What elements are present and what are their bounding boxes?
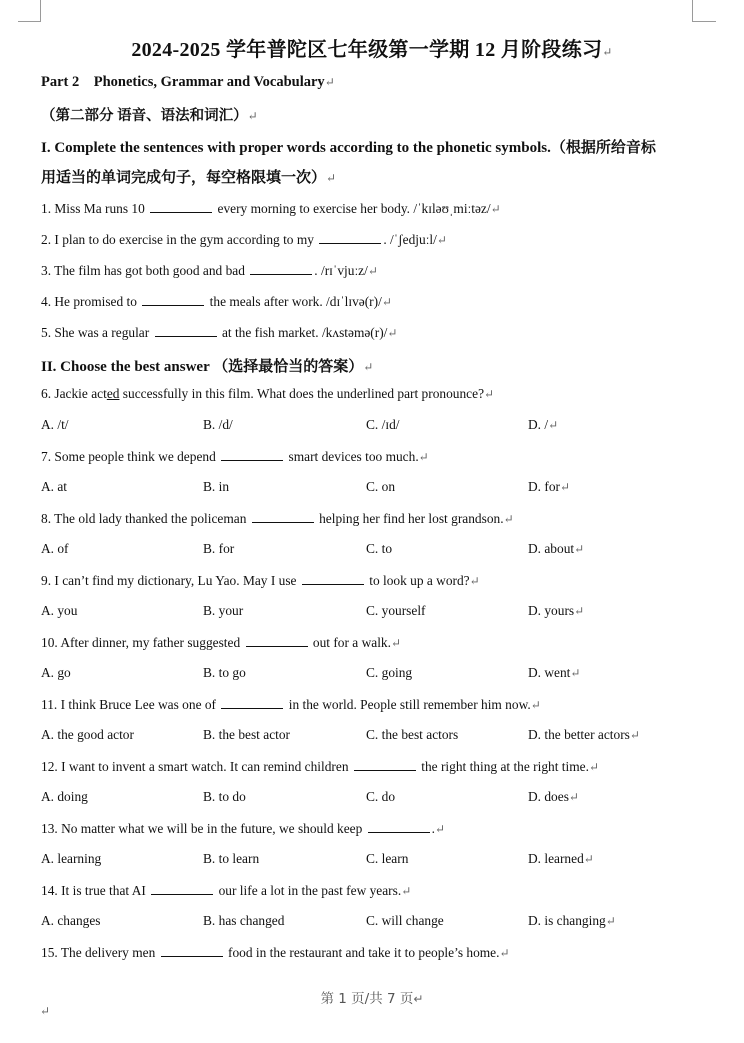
- question-text: at the fish market. /kʌstəmə(r)/: [221, 325, 388, 340]
- answer-option[interactable]: [528, 851, 594, 867]
- paragraph-mark-icon: ↵: [499, 946, 510, 960]
- answer-option[interactable]: [366, 603, 426, 619]
- answer-option[interactable]: [203, 417, 233, 433]
- answer-option[interactable]: [528, 541, 584, 557]
- answer-option[interactable]: [41, 727, 134, 743]
- question-text: 15. The delivery men: [41, 945, 156, 960]
- answer-option[interactable]: [203, 603, 243, 619]
- paragraph-mark-icon: ↵: [583, 852, 594, 866]
- question-text: 10. After dinner, my father suggested: [41, 635, 241, 650]
- question-5: [41, 324, 397, 341]
- paragraph-mark-icon: ↵: [418, 450, 429, 464]
- question-4: [41, 293, 392, 310]
- answer-option-label: A. learning: [41, 851, 102, 866]
- paragraph-mark-icon: ↵: [559, 480, 571, 494]
- answer-option-label: A. the good actor: [41, 727, 134, 742]
- answer-option-label: B. in: [203, 479, 230, 494]
- answer-option-label: B. your: [203, 603, 244, 618]
- answer-option[interactable]: [41, 913, 101, 929]
- question-text: . /rɪˈvjuːz/: [314, 263, 368, 278]
- answer-option-label: A. changes: [41, 913, 101, 928]
- question-text: in the world. People still remember him now.: [288, 697, 531, 712]
- answer-option-label: C. the best actors: [366, 727, 459, 742]
- answer-option[interactable]: [366, 913, 444, 929]
- question-text: 5. She was a regular: [41, 325, 150, 340]
- answer-option[interactable]: [203, 479, 229, 495]
- answer-option-label: C. do: [366, 789, 396, 804]
- answer-blank[interactable]: [161, 944, 223, 957]
- paragraph-mark-icon: ↵: [401, 884, 412, 898]
- answer-option[interactable]: [203, 913, 284, 929]
- paragraph-mark-icon: ↵: [530, 698, 541, 712]
- answer-blank[interactable]: [250, 262, 312, 275]
- paragraph-mark-icon: ↵: [387, 326, 398, 340]
- answer-option[interactable]: [41, 789, 88, 805]
- answer-option-label: D. yours: [528, 603, 575, 618]
- question-text: 13. No matter what we will be in the future, we should keep: [41, 821, 363, 836]
- page-title-text: 2024-2025 学年普陀区七年级第一学期 12 月阶段练习: [131, 39, 603, 61]
- answer-option[interactable]: [41, 417, 69, 433]
- answer-option[interactable]: [366, 665, 412, 681]
- answer-option-label: A. of: [41, 541, 69, 556]
- question-text: helping her find her lost grandson.: [319, 511, 504, 526]
- paragraph-mark-icon: ↵: [381, 295, 392, 309]
- mc-question: [41, 944, 510, 961]
- mc-question: [41, 696, 541, 713]
- answer-option[interactable]: [203, 727, 290, 743]
- crop-mark-top-left-v: [40, 0, 41, 22]
- answer-option-label: A. /t/: [41, 417, 69, 432]
- answer-blank[interactable]: [246, 634, 308, 647]
- question-text: .: [431, 821, 436, 836]
- answer-option[interactable]: [366, 541, 392, 557]
- crop-mark-top-left-h: [18, 21, 41, 22]
- answer-option[interactable]: [528, 603, 584, 619]
- mc-question: [41, 634, 401, 651]
- answer-option[interactable]: [366, 417, 399, 433]
- question-text: 11. I think Bruce Lee was one of: [41, 697, 217, 712]
- part-heading-text: Part 2 Phonetics, Grammar and Vocabulary: [41, 74, 325, 90]
- answer-option-label: C. yourself: [366, 603, 426, 618]
- part-subheading-text: （第二部分 语音、语法和词汇）: [41, 108, 248, 124]
- question-text: 12. I want to invent a smart watch. It can remind children: [41, 759, 349, 774]
- part-heading: [41, 74, 335, 91]
- section1-heading-line2-text: 用适当的单词完成句子，每空格限填一次）: [41, 170, 327, 186]
- answer-option[interactable]: [41, 665, 71, 681]
- answer-blank[interactable]: [368, 820, 430, 833]
- answer-option-label: A. go: [41, 665, 71, 680]
- answer-option-label: B. to learn: [203, 851, 260, 866]
- paragraph-mark-icon: ↵: [367, 264, 378, 278]
- page-number: 第 1 页/共 7 页: [320, 991, 414, 1007]
- answer-blank[interactable]: [221, 696, 283, 709]
- answer-option[interactable]: [203, 851, 259, 867]
- answer-option-label: A. doing: [41, 789, 88, 804]
- question-2: [41, 231, 447, 248]
- question-text: 4. He promised to: [41, 294, 137, 309]
- answer-option[interactable]: [366, 727, 458, 743]
- paragraph-mark-icon: ↵: [574, 542, 585, 556]
- answer-option[interactable]: [528, 789, 579, 805]
- answer-option-label: A. at: [41, 479, 68, 494]
- answer-option[interactable]: [528, 417, 558, 433]
- crop-mark-top-right-v: [692, 0, 693, 22]
- question-text: 7. Some people think we depend: [41, 449, 216, 464]
- paragraph-mark-icon: ↵: [436, 233, 447, 247]
- answer-option-label: C. going: [366, 665, 413, 680]
- question-text: 2. I plan to do exercise in the gym according to my: [41, 232, 314, 247]
- mc-question: [41, 448, 429, 465]
- paragraph-mark-icon: ↵: [413, 992, 424, 1006]
- answer-option-label: D. about: [528, 541, 575, 556]
- answer-option-label: B. for: [203, 541, 235, 556]
- answer-option-label: D. went: [528, 665, 571, 680]
- paragraph-mark-icon: ↵: [503, 512, 514, 526]
- answer-blank[interactable]: [354, 758, 416, 771]
- underlined-part: ed: [106, 386, 120, 401]
- question-text: our life a lot in the past few years.: [218, 883, 402, 898]
- answer-option[interactable]: [203, 665, 246, 681]
- page-footer: [0, 987, 744, 1007]
- mc-question: [41, 572, 480, 589]
- answer-option-label: C. on: [366, 479, 396, 494]
- question-text: successfully in this film. What does the underlined part pronounce?: [119, 386, 485, 401]
- answer-option[interactable]: [41, 851, 101, 867]
- paragraph-mark-icon: ↵: [548, 418, 559, 432]
- answer-blank[interactable]: [221, 448, 283, 461]
- answer-option-label: B. the best actor: [203, 727, 291, 742]
- paragraph-mark-icon: ↵: [484, 387, 495, 401]
- question-text: 8. The old lady thanked the policeman: [41, 511, 247, 526]
- question-text: 1. Miss Ma runs 10: [41, 201, 145, 216]
- question-text: the right thing at the right time.: [421, 759, 589, 774]
- answer-option-label: A. you: [41, 603, 78, 618]
- question-text: food in the restaurant and take it to people’s home.: [228, 945, 500, 960]
- question-text: 3. The film has got both good and bad: [41, 263, 245, 278]
- page-title: [0, 33, 744, 62]
- answer-option-label: B. to go: [203, 665, 246, 680]
- answer-blank[interactable]: [155, 324, 217, 337]
- answer-option-label: C. /ɪd/: [366, 417, 400, 432]
- answer-option-label: B. /d/: [203, 417, 233, 432]
- answer-option[interactable]: [41, 603, 77, 619]
- crop-mark-top-right-h: [692, 21, 716, 22]
- answer-option[interactable]: [41, 479, 67, 495]
- answer-option[interactable]: [528, 479, 570, 495]
- paragraph-mark-icon: ↵: [629, 728, 640, 742]
- answer-option[interactable]: [528, 665, 580, 681]
- answer-option-label: D. learned: [528, 851, 584, 866]
- part-subheading: [41, 104, 258, 125]
- paragraph-mark-icon: ↵: [390, 636, 402, 650]
- section2-heading: [41, 355, 373, 376]
- section1-heading-line2: [41, 166, 336, 187]
- answer-blank[interactable]: [151, 882, 213, 895]
- question-text: to look up a word?: [369, 573, 470, 588]
- paragraph-mark-icon: ↵: [574, 604, 585, 618]
- answer-blank[interactable]: [150, 200, 212, 213]
- mc-question: [41, 758, 599, 775]
- paragraph-mark-icon: ↵: [570, 666, 581, 680]
- answer-option-label: B. to do: [203, 789, 246, 804]
- answer-option-label: D. for: [528, 479, 560, 494]
- paragraph-mark-icon: ↵: [435, 822, 446, 836]
- section1-heading-line1: I. Complete the sentences with proper words according to the phonetic symbols.（根据所给音标: [41, 140, 656, 156]
- question-3: [41, 262, 378, 279]
- paragraph-mark-icon: ↵: [326, 171, 337, 185]
- answer-blank[interactable]: [302, 572, 364, 585]
- answer-option[interactable]: [203, 789, 246, 805]
- answer-option-label: D. /: [528, 417, 549, 432]
- answer-option-label: B. has changed: [203, 913, 285, 928]
- answer-option[interactable]: [366, 851, 408, 867]
- answer-option[interactable]: [366, 789, 395, 805]
- question-text: the meals after work. /dɪˈlɪvə(r)/: [209, 294, 382, 309]
- paragraph-mark-icon: ↵: [602, 45, 613, 59]
- paragraph-mark-icon: ↵: [605, 914, 616, 928]
- question-text: 14. It is true that AI: [41, 883, 146, 898]
- answer-option[interactable]: [366, 479, 395, 495]
- question-text: every morning to exercise her body. /ˈkɪləʊˌmiːtəz/: [217, 201, 491, 216]
- answer-option[interactable]: [528, 913, 616, 929]
- answer-blank[interactable]: [252, 510, 314, 523]
- mc-question: [41, 510, 514, 527]
- paragraph-mark-icon: ↵: [40, 1004, 51, 1018]
- question-text: smart devices too much.: [288, 449, 419, 464]
- question-text: 6. Jackie act: [41, 386, 107, 401]
- answer-option-label: C. to: [366, 541, 393, 556]
- answer-option[interactable]: [203, 541, 234, 557]
- paragraph-mark-icon: ↵: [490, 202, 501, 216]
- answer-option-label: C. learn: [366, 851, 409, 866]
- paragraph-mark-icon: ↵: [469, 574, 480, 588]
- paragraph-mark-icon: ↵: [588, 760, 600, 774]
- mc-question: [41, 386, 494, 402]
- paragraph-mark-icon: ↵: [568, 790, 579, 804]
- paragraph-mark-icon: ↵: [247, 109, 258, 123]
- mc-question: [41, 882, 411, 899]
- section2-heading-text: II. Choose the best answer （选择最恰当的答案）: [41, 359, 364, 375]
- answer-option-label: C. will change: [366, 913, 444, 928]
- answer-blank[interactable]: [142, 293, 204, 306]
- mc-question: [41, 820, 445, 837]
- answer-option-label: D. is changing: [528, 913, 606, 928]
- question-text: 9. I can’t find my dictionary, Lu Yao. May I use: [41, 573, 297, 588]
- answer-option-label: D. does: [528, 789, 569, 804]
- question-text: out for a walk.: [312, 635, 391, 650]
- paragraph-mark-icon: ↵: [324, 75, 335, 89]
- answer-option[interactable]: [528, 727, 640, 743]
- answer-option[interactable]: [41, 541, 69, 557]
- answer-option-label: D. the better actors: [528, 727, 630, 742]
- question-1: [41, 200, 501, 217]
- answer-blank[interactable]: [319, 231, 381, 244]
- paragraph-mark-icon: ↵: [363, 360, 374, 374]
- question-text: . /ˈʃedjuːl/: [383, 232, 437, 247]
